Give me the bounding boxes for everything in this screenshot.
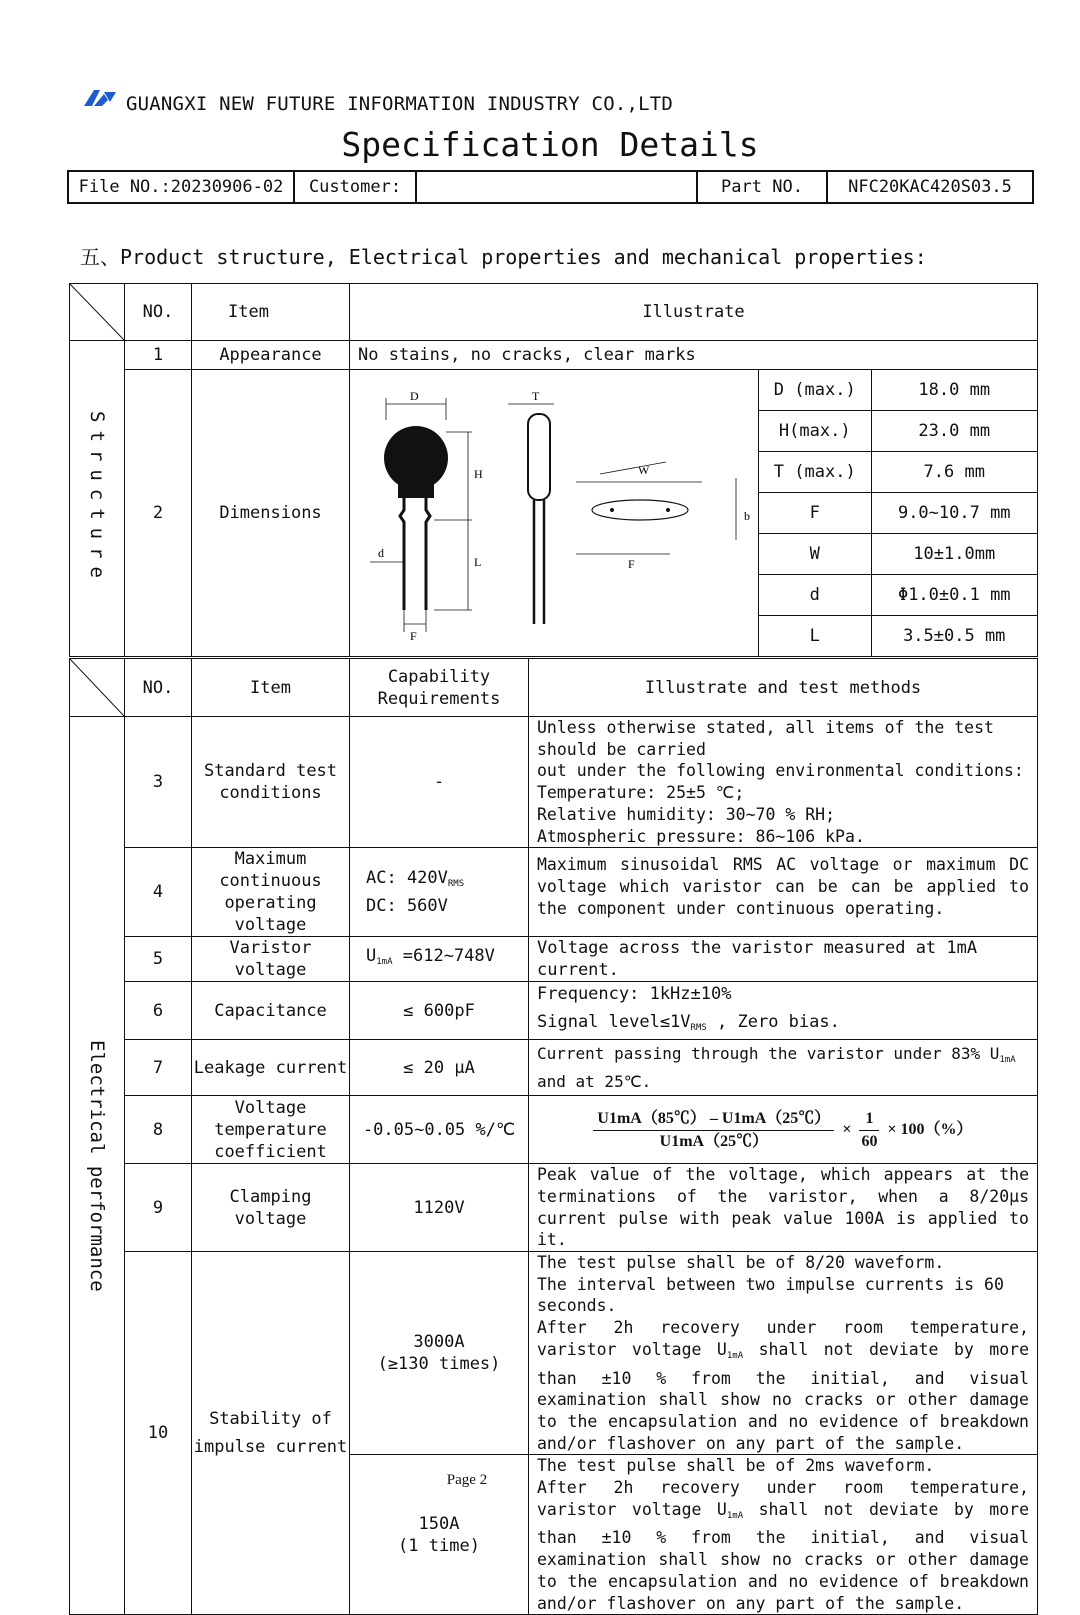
col-illustrate-header: Illustrate and test methods (529, 659, 1038, 717)
row-no: 3 (125, 717, 192, 848)
appearance-text: No stains, no cracks, clear marks (350, 341, 1038, 370)
ac-voltage: AC: $420V_{RMS}$ (366, 868, 465, 890)
row-no: 6 (125, 982, 192, 1040)
row-description: Voltage across the varistor measured at 1mA current. (529, 937, 1038, 982)
item-line: temperature (214, 1119, 327, 1140)
dc-voltage: DC: 560V (366, 896, 448, 917)
item-line: Maximum (234, 849, 307, 870)
cap-line: (≥130 times) (377, 1354, 501, 1375)
row-item (192, 1096, 350, 1164)
formula-tail: × 100（%） (887, 1121, 973, 1139)
col-illustrate-header: Illustrate (350, 284, 1038, 341)
row-item (192, 848, 350, 937)
desc-line: The test pulse shall be of 8/20 waveform. (537, 1253, 945, 1273)
desc-line: Relative humidity: 30~70 % RH; (537, 804, 836, 824)
customer-label: Customer: (294, 171, 416, 203)
dimension-table (759, 370, 1037, 656)
row-no: 10 (125, 1252, 192, 1615)
desc-line: The test pulse shall be of 2ms waveform. (537, 1456, 935, 1476)
row-description: Current passing through the varistor under 83% $U_{1mA}$ and at 25℃. (529, 1040, 1038, 1096)
header-diagonal-cell (70, 284, 125, 341)
dim-value: 23.0 mm (871, 411, 1037, 452)
dim-label-F2: F (628, 557, 635, 571)
row-capability: $U_{1mA}$ =612~748V (350, 937, 529, 982)
desc-line: Atmospheric pressure: 86~106 kPa. (537, 826, 865, 846)
part-number: NFC20KAC420S03.5 (827, 171, 1033, 203)
col-no-header: NO. (125, 284, 192, 341)
dim-value: 9.0~10.7 mm (871, 493, 1037, 534)
row-item (192, 717, 350, 848)
row-item: Clamping voltage (192, 1164, 350, 1252)
dim-value: 10±1.0mm (871, 534, 1037, 575)
item-line: Stability of (209, 1409, 332, 1430)
formula-denominator: U1mA（25℃） (659, 1132, 769, 1150)
row-description (529, 982, 1038, 1040)
row-capability (350, 1252, 529, 1455)
col-no-header: NO. (125, 659, 192, 717)
dim-value: Φ1.0±0.1 mm (871, 575, 1037, 616)
company-name: GUANGXI NEW FUTURE INFORMATION INDUSTRY CO.,LTD (126, 93, 674, 115)
file-number: File NO.:20230906-02 (68, 171, 294, 203)
dim-param: F (759, 493, 871, 534)
row-capability: ≤ 20 μA (350, 1040, 529, 1096)
dim-param: W (759, 534, 871, 575)
row-item: Leakage current (192, 1040, 350, 1096)
cap-header-line2: Requirements (377, 688, 501, 709)
row-capability (350, 848, 529, 937)
row-item (192, 1252, 350, 1615)
dim-label-H: H (474, 467, 483, 481)
row-no: 7 (125, 1040, 192, 1096)
dim-value: 18.0 mm (871, 370, 1037, 411)
temperature-coefficient-formula (529, 1096, 1038, 1164)
item-line: impulse current (193, 1437, 348, 1458)
item-line: Standard test (203, 761, 338, 782)
row-no: 2 (125, 370, 192, 657)
row-item: Dimensions (192, 370, 350, 657)
row-no: 9 (125, 1164, 192, 1252)
row-no: 4 (125, 848, 192, 937)
varistor-dimension-drawing (350, 370, 759, 656)
row-capability: 1120V (350, 1164, 529, 1252)
dim-param: L (759, 616, 871, 657)
col-capability-header (350, 659, 529, 717)
row-capability: ≤ 600pF (350, 982, 529, 1040)
structure-table (69, 283, 1038, 657)
dim-label-L: L (474, 555, 482, 569)
dim-label-d: d (378, 546, 384, 560)
cap-line: 150A (418, 1513, 460, 1534)
row-item: Capacitance (192, 982, 350, 1040)
page-title: Specification Details (341, 125, 759, 164)
cap-line: 3000A (413, 1332, 465, 1353)
row-description: Maximum sinusoidal RMS AC voltage or maximum DC voltage which varistor can be can be applied to the component under continuous operating. (529, 848, 1038, 937)
item-line: operating voltage (224, 893, 317, 936)
desc-line: Signal $level\le 1V_{RMS}$ , Zero bias. (537, 1011, 840, 1033)
col-item-header: Item (192, 284, 350, 341)
electrical-label-text: Electrical performance (86, 1039, 108, 1292)
row-item: Appearance (192, 341, 350, 370)
row-item: Varistor voltage (192, 937, 350, 982)
row-description: Peak value of the voltage, which appears at the terminations of the varistor, when a 8/20μs current pulse with peak value 100A is applied to it. (529, 1164, 1038, 1252)
company-logo-icon (84, 88, 124, 110)
desc-line: After 2h recovery under room temperature, varistor voltage $U_{1mA}$ shall not deviate by more than ±10 % from the initial, and visual examination shall show no cracks or other damage to the encapsulation and no evidence of breakdown and/or flashover on any part of the sample. (537, 1478, 1030, 1613)
desc-line: Unless otherwise stated, all items of the test should be carried (537, 718, 994, 759)
structure-label-text: Structure (86, 411, 108, 586)
part-label: Part NO. (697, 171, 827, 203)
row-no: 8 (125, 1096, 192, 1164)
dim-label-W: W (638, 463, 650, 477)
item-line: Voltage (234, 1097, 307, 1118)
customer-value (416, 171, 697, 203)
desc-line: Frequency: 1kHz±10% (537, 983, 732, 1004)
dimension-values-cell (759, 370, 1038, 657)
row-no: 1 (125, 341, 192, 370)
row-description (529, 717, 1038, 848)
row-no: 5 (125, 937, 192, 982)
row-capability: -0.05~0.05 %/℃ (350, 1096, 529, 1164)
dim-label-F: F (410, 629, 417, 643)
structure-group-label (70, 341, 125, 657)
dim-param: D (max.) (759, 370, 871, 411)
dim-value: 7.6 mm (871, 452, 1037, 493)
desc-line: Temperature: 25±5 ℃; (537, 783, 745, 803)
col-item-header: Item (192, 659, 350, 717)
formula-one: 1 (859, 1108, 879, 1131)
dim-param: d (759, 575, 871, 616)
desc-line: After 2h recovery under room temperature, varistor voltage $U_{1mA}$ shall not deviate by more than ±10 % from the initial, and visual examination shall show no cracks or other damage to the encapsulation and no evidence of breakdown and/or flashover on any part of the sample. (537, 1318, 1030, 1453)
formula-multiply: × (842, 1121, 852, 1139)
dim-label-D: D (410, 389, 419, 403)
row-capability: - (350, 717, 529, 848)
dim-param: T (max.) (759, 452, 871, 493)
cap-line: (1 time) (398, 1535, 480, 1556)
item-line: conditions (219, 783, 322, 804)
dimension-drawing-cell (350, 370, 759, 657)
formula-sixty: 60 (861, 1132, 878, 1150)
dim-value: 3.5±0.5 mm (871, 616, 1037, 657)
item-line: coefficient (214, 1141, 327, 1162)
dim-label-b: b (744, 509, 750, 523)
desc-line: out under the following environmental conditions: (537, 761, 1024, 781)
document-header-table (67, 170, 1034, 204)
row-description (529, 1252, 1038, 1455)
desc-line: The interval between two impulse currents is 60 seconds. (537, 1274, 1004, 1316)
formula-numerator: U1mA（85℃） – U1mA（25℃） (593, 1108, 834, 1131)
dim-param: H(max.) (759, 411, 871, 452)
header-diagonal-cell (70, 659, 125, 717)
page-number: Page 2 (446, 1472, 488, 1488)
item-line: continuous (219, 871, 322, 892)
section-title: 五、Product structure, Electrical properties and mechanical properties: (80, 245, 927, 269)
cap-header-line1: Capability (387, 666, 491, 687)
dim-label-T: T (532, 389, 540, 403)
